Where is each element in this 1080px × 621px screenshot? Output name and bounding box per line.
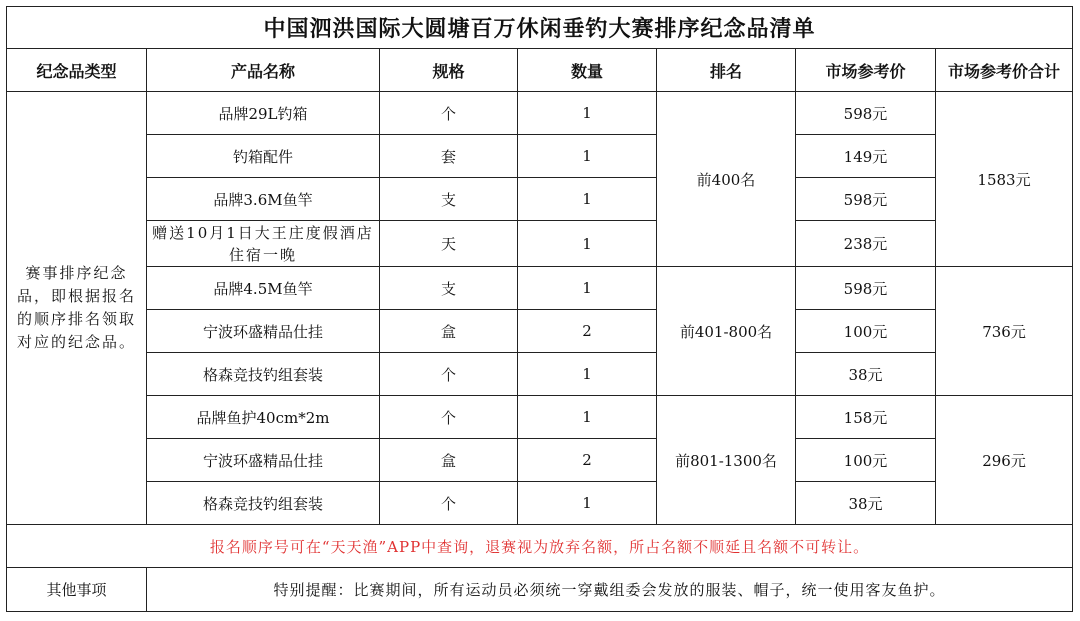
price-cell: 149元	[796, 135, 936, 178]
total-cell: 736元	[936, 267, 1073, 396]
table-row	[7, 135, 1073, 178]
qty-cell: 1	[518, 396, 657, 439]
product-cell: 品牌鱼护40cm*2m	[147, 396, 380, 439]
spec-cell: 个	[380, 396, 518, 439]
notice-text: 报名顺序号可在“天天渔”APP中查询，退赛视为放弃名额，所占名额不顺延且名额不可转让。	[7, 525, 1073, 568]
spec-cell: 套	[380, 135, 518, 178]
qty-cell: 1	[518, 221, 657, 267]
other-label: 其他事项	[7, 568, 147, 612]
qty-cell: 2	[518, 439, 657, 482]
product-cell: 钓箱配件	[147, 135, 380, 178]
product-cell: 格森竞技钓组套装	[147, 353, 380, 396]
price-cell: 38元	[796, 353, 936, 396]
qty-cell: 1	[518, 267, 657, 310]
total-cell: 296元	[936, 396, 1073, 525]
spec-cell: 个	[380, 482, 518, 525]
price-cell: 238元	[796, 221, 936, 267]
page-title: 中国泗洪国际大圆塘百万休闲垂钓大赛排序纪念品清单	[7, 7, 1073, 49]
price-cell: 598元	[796, 267, 936, 310]
price-cell: 100元	[796, 310, 936, 353]
total-cell: 1583元	[936, 92, 1073, 267]
header-type: 纪念品类型	[7, 49, 147, 92]
price-cell: 100元	[796, 439, 936, 482]
price-cell: 598元	[796, 178, 936, 221]
memorabilia-table	[6, 6, 1073, 612]
type-description: 赛事排序纪念品，即根据报名的顺序排名领取对应的纪念品。	[7, 92, 147, 525]
header-row	[7, 49, 1073, 92]
qty-cell: 1	[518, 135, 657, 178]
qty-cell: 2	[518, 310, 657, 353]
spec-cell: 天	[380, 221, 518, 267]
qty-cell: 1	[518, 482, 657, 525]
header-total: 市场参考价合计	[936, 49, 1073, 92]
header-qty: 数量	[518, 49, 657, 92]
price-cell: 158元	[796, 396, 936, 439]
rank-cell: 前401-800名	[657, 267, 796, 396]
qty-cell: 1	[518, 178, 657, 221]
header-spec: 规格	[380, 49, 518, 92]
table-row	[7, 92, 1073, 135]
product-cell: 格森竞技钓组套装	[147, 482, 380, 525]
table-row	[7, 482, 1073, 525]
spec-cell: 个	[380, 353, 518, 396]
rank-cell: 前801-1300名	[657, 396, 796, 525]
price-cell: 38元	[796, 482, 936, 525]
qty-cell: 1	[518, 92, 657, 135]
product-cell: 品牌29L钓箱	[147, 92, 380, 135]
table-row	[7, 396, 1073, 439]
rank-cell: 前400名	[657, 92, 796, 267]
spec-cell: 个	[380, 92, 518, 135]
qty-cell: 1	[518, 353, 657, 396]
table-row	[7, 267, 1073, 310]
header-price: 市场参考价	[796, 49, 936, 92]
table-row	[7, 310, 1073, 353]
header-product: 产品名称	[147, 49, 380, 92]
table-row	[7, 439, 1073, 482]
product-cell: 品牌4.5M鱼竿	[147, 267, 380, 310]
product-cell: 宁波环盛精品仕挂	[147, 310, 380, 353]
product-cell: 宁波环盛精品仕挂	[147, 439, 380, 482]
header-rank: 排名	[657, 49, 796, 92]
price-cell: 598元	[796, 92, 936, 135]
product-cell: 品牌3.6M鱼竿	[147, 178, 380, 221]
other-row	[7, 568, 1073, 612]
table-row	[7, 353, 1073, 396]
spec-cell: 盒	[380, 310, 518, 353]
product-cell: 赠送10月1日大王庄度假酒店住宿一晚	[147, 221, 380, 267]
spec-cell: 支	[380, 267, 518, 310]
spec-cell: 支	[380, 178, 518, 221]
table-row	[7, 221, 1073, 267]
reminder-text: 特别提醒：比赛期间，所有运动员必须统一穿戴组委会发放的服装、帽子，统一使用客友鱼护。	[147, 568, 1073, 612]
spec-cell: 盒	[380, 439, 518, 482]
table-row	[7, 178, 1073, 221]
